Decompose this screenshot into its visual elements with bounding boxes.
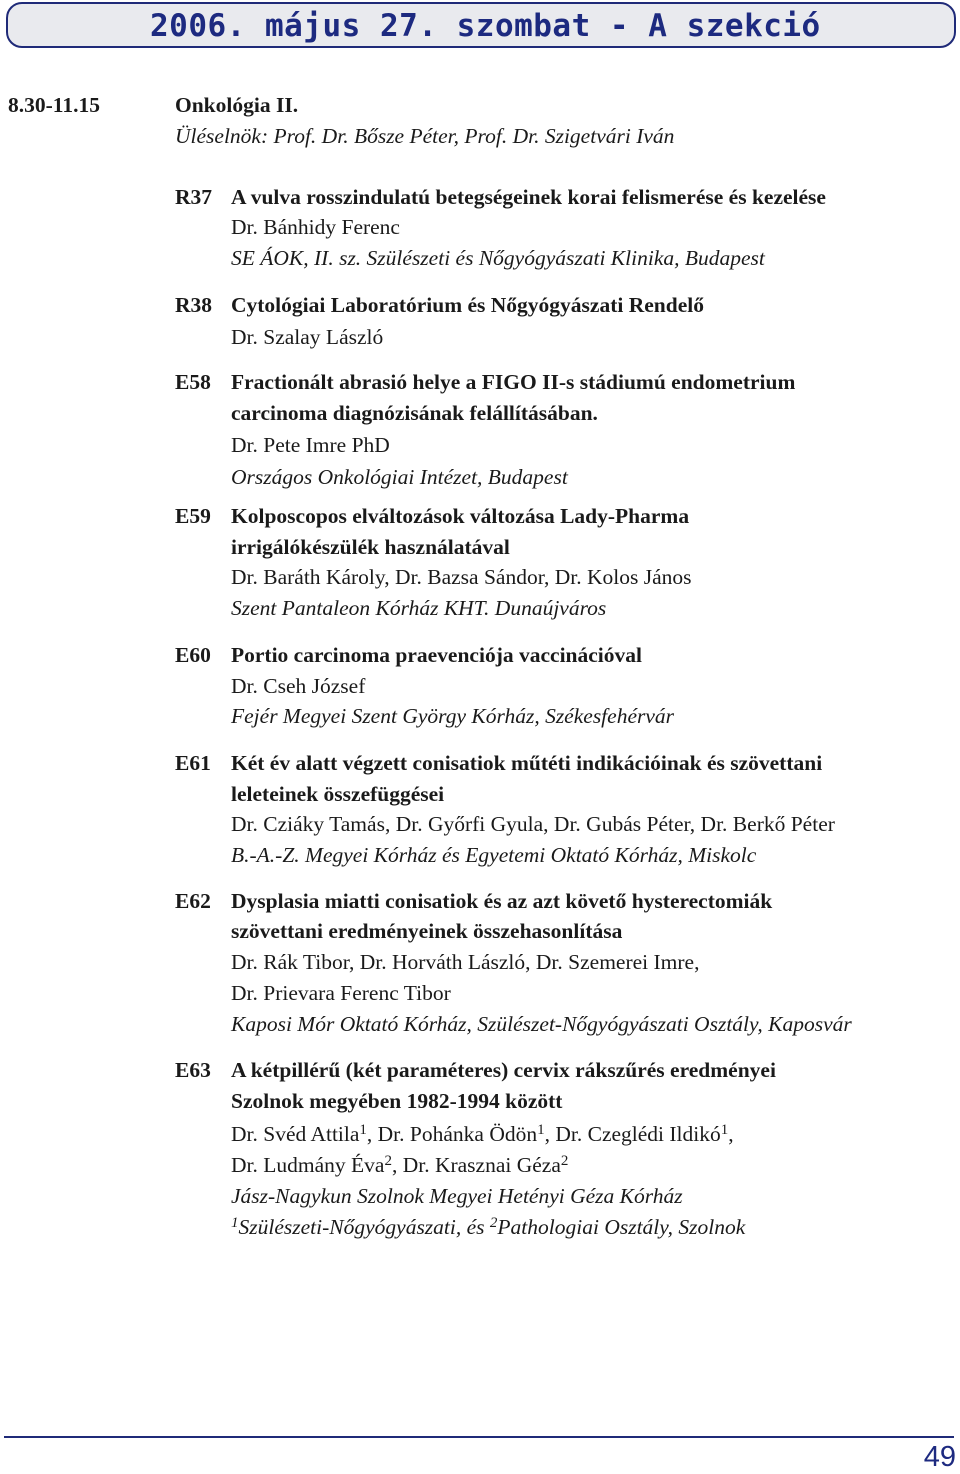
talk-authors-r37: Dr. Bánhidy Ferenc — [231, 215, 400, 239]
author-name: Dr. Svéd Attila — [231, 1122, 360, 1146]
talk-authors-e63-line1 — [231, 1121, 734, 1147]
section-header-title: 2006. május 27. szombat - A szekció — [150, 8, 821, 44]
talk-title-e63-line1: A kétpillérű (két paraméteres) cervix rákszűrés eredményei — [231, 1058, 776, 1082]
affiliation-marker: 1 — [720, 1122, 729, 1138]
talk-code-e58: E58 — [175, 370, 211, 394]
affiliation-marker: 2 — [489, 1215, 498, 1231]
talk-title-e63-line2: Szolnok megyében 1982-1994 között — [231, 1089, 563, 1113]
talk-code-e62: E62 — [175, 889, 211, 913]
talk-institution-e60: Fejér Megyei Szent György Kórház, Székesfehérvár — [231, 704, 675, 728]
talk-institution-e58: Országos Onkológiai Intézet, Budapest — [231, 465, 568, 489]
talk-authors-e60: Dr. Cseh József — [231, 674, 366, 698]
session-time: 8.30-11.15 — [8, 93, 100, 117]
author-name: Dr. Krasznai Géza — [402, 1153, 561, 1177]
talk-code-e59: E59 — [175, 504, 211, 528]
talk-institution-e63: Jász-Nagykun Szolnok Megyei Hetényi Géza Kórház — [231, 1184, 683, 1208]
session-chairs: Üléselnök: Prof. Dr. Bősze Péter, Prof. Dr. Szigetvári Iván — [175, 124, 675, 148]
talk-institution-e59: Szent Pantaleon Kórház KHT. Dunaújváros — [231, 596, 607, 620]
author-separator: , — [366, 1122, 378, 1146]
author-separator: , — [391, 1153, 403, 1177]
talk-title-e58-line2: carcinoma diagnózisának felállításában. — [231, 401, 598, 425]
talk-title-r38: Cytológiai Laboratórium és Nőgyógyászati Rendelő — [231, 293, 704, 317]
affiliation-marker: 1 — [359, 1122, 367, 1138]
talk-title-e59-line2: irrigálókészülék használatával — [231, 535, 510, 559]
talk-authors-r38: Dr. Szalay László — [231, 325, 384, 349]
department-name: Szülészeti-Nőgyógyászati, és — [238, 1215, 490, 1239]
talk-authors-e62-line2: Dr. Prievara Ferenc Tibor — [231, 981, 451, 1005]
talk-title-r37: A vulva rosszindulatú betegségeinek korai felismerése és kezelése — [231, 185, 826, 209]
author-name: Dr. Pohánka Ödön — [377, 1122, 538, 1146]
author-separator: , — [728, 1122, 734, 1146]
talk-title-e61-line2: leleteinek összefüggései — [231, 782, 445, 806]
session-title: Onkológia II. — [175, 93, 299, 117]
author-name: Dr. Ludmány Éva — [231, 1153, 385, 1177]
talk-title-e61-line1: Két év alatt végzett conisatiok műtéti indikációinak és szövettani — [231, 751, 823, 775]
talk-code-e61: E61 — [175, 751, 211, 775]
section-header-banner — [6, 2, 956, 48]
talk-authors-e63-line2 — [231, 1152, 568, 1178]
author-separator: , — [544, 1122, 556, 1146]
talk-code-r37: R37 — [175, 185, 213, 209]
department-name: Pathologiai Osztály, Szolnok — [497, 1215, 746, 1239]
affiliation-marker: 2 — [560, 1153, 569, 1169]
talk-institution-e61: B.-A.-Z. Megyei Kórház és Egyetemi Oktató Kórház, Miskolc — [231, 843, 757, 867]
talk-title-e62-line1: Dysplasia miatti conisatiok és az azt követő hysterectomiák — [231, 889, 773, 913]
footer-divider — [4, 1436, 954, 1438]
affiliation-marker: 1 — [231, 1215, 239, 1231]
author-name: Dr. Czeglédi Ildikó — [555, 1122, 721, 1146]
talk-code-r38: R38 — [175, 293, 213, 317]
talk-authors-e59: Dr. Baráth Károly, Dr. Bazsa Sándor, Dr. Kolos János — [231, 565, 692, 589]
talk-code-e63: E63 — [175, 1058, 211, 1082]
talk-authors-e62-line1: Dr. Rák Tibor, Dr. Horváth László, Dr. Szemerei Imre, — [231, 950, 700, 974]
affiliation-marker: 1 — [537, 1122, 545, 1138]
talk-departments-e63 — [231, 1214, 745, 1240]
talk-authors-e58: Dr. Pete Imre PhD — [231, 433, 390, 457]
talk-title-e59-line1: Kolposcopos elváltozások változása Lady-Pharma — [231, 504, 690, 528]
talk-code-e60: E60 — [175, 643, 211, 667]
talk-authors-e61: Dr. Cziáky Tamás, Dr. Győrfi Gyula, Dr. Gubás Péter, Dr. Berkő Péter — [231, 812, 835, 836]
talk-institution-e62: Kaposi Mór Oktató Kórház, Szülészet-Nőgyógyászati Osztály, Kaposvár — [231, 1012, 852, 1036]
talk-title-e60: Portio carcinoma praevenciója vaccinációval — [231, 643, 642, 667]
talk-title-e62-line2: szövettani eredményeinek összehasonlítása — [231, 919, 623, 943]
talk-title-e58-line1: Fractionált abrasió helye a FIGO II-s stádiumú endometrium — [231, 370, 796, 394]
affiliation-marker: 2 — [384, 1153, 392, 1169]
page-number: 49 — [923, 1441, 956, 1473]
talk-institution-r37: SE ÁOK, II. sz. Szülészeti és Nőgyógyászati Klinika, Budapest — [231, 246, 765, 270]
